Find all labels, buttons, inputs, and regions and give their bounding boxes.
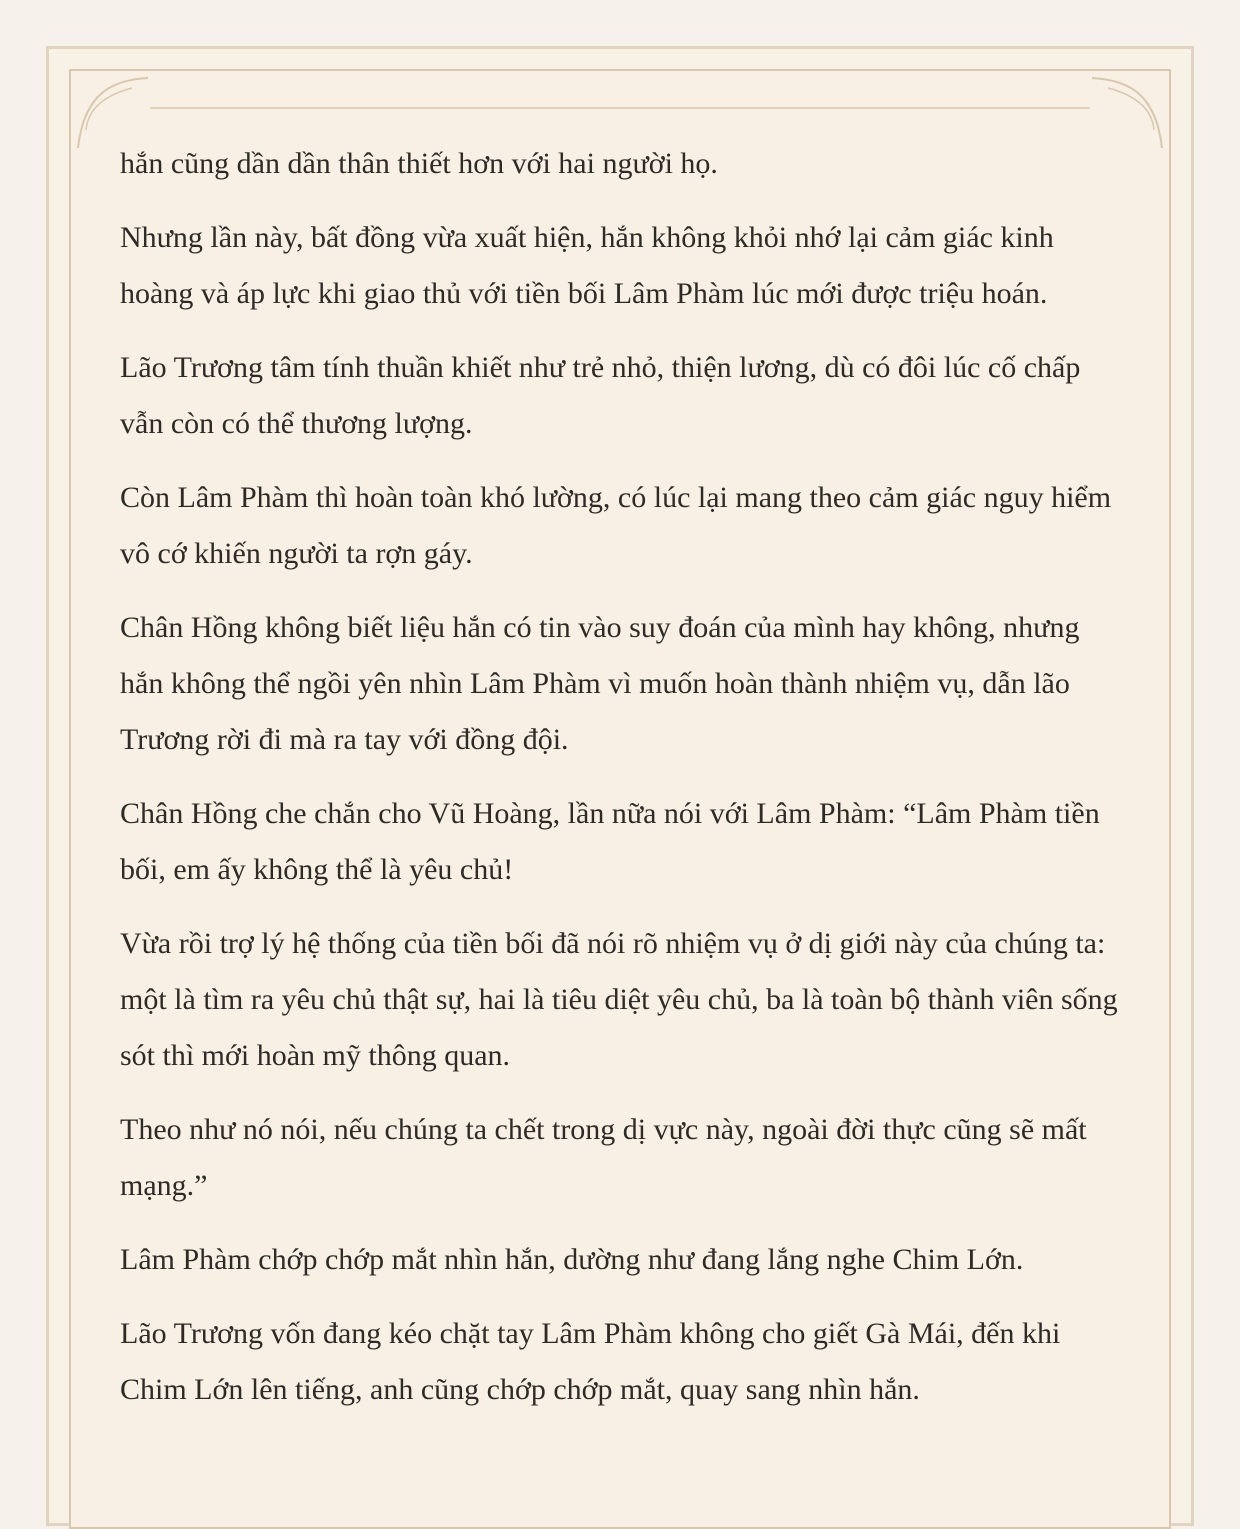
paragraph: Còn Lâm Phàm thì hoàn toàn khó lường, có lúc lại mang theo cảm giác nguy hiểm vô cớ khiến người ta rợn gáy. (120, 481, 1112, 570)
paragraph: Lão Trương vốn đang kéo chặt tay Lâm Phàm không cho giết Gà Mái, đến khi Chim Lớn lên tiếng, anh cũng chớp chớp mắt, quay sang nhìn hắn. (120, 1317, 1061, 1406)
paragraph: Chân Hồng không biết liệu hắn có tin vào suy đoán của mình hay không, nhưng hắn không thể ngồi yên nhìn Lâm Phàm vì muốn hoàn thành nhiệm vụ, dẫn lão Trương rời đi mà ra tay với đồng đội. (120, 611, 1080, 756)
paragraph: hắn cũng dần dần thân thiết hơn với hai người họ. (120, 147, 718, 180)
paragraph: Theo như nó nói, nếu chúng ta chết trong dị vực này, ngoài đời thực cũng sẽ mất mạng.” (120, 1113, 1087, 1202)
paragraph: Lão Trương tâm tính thuần khiết như trẻ nhỏ, thiện lương, dù có đôi lúc cố chấp vẫn còn có thể thương lượng. (120, 351, 1081, 440)
paragraph: Lâm Phàm chớp chớp mắt nhìn hắn, dường như đang lắng nghe Chim Lớn. (120, 1243, 1024, 1276)
paragraph: Chân Hồng che chắn cho Vũ Hoàng, lần nữa nói với Lâm Phàm: “Lâm Phàm tiền bối, em ấy không thể là yêu chủ! (120, 797, 1100, 886)
paragraph: Nhưng lần này, bất đồng vừa xuất hiện, hắn không khỏi nhớ lại cảm giác kinh hoàng và áp lực khi giao thủ với tiền bối Lâm Phàm lúc mới được triệu hoán. (120, 221, 1054, 310)
chapter-text (120, 136, 1120, 1436)
paragraph: Vừa rồi trợ lý hệ thống của tiền bối đã nói rõ nhiệm vụ ở dị giới này của chúng ta: một là tìm ra yêu chủ thật sự, hai là tiêu diệt yêu chủ, ba là toàn bộ thành viên sống sót thì mới hoàn mỹ thông quan. (120, 927, 1118, 1072)
